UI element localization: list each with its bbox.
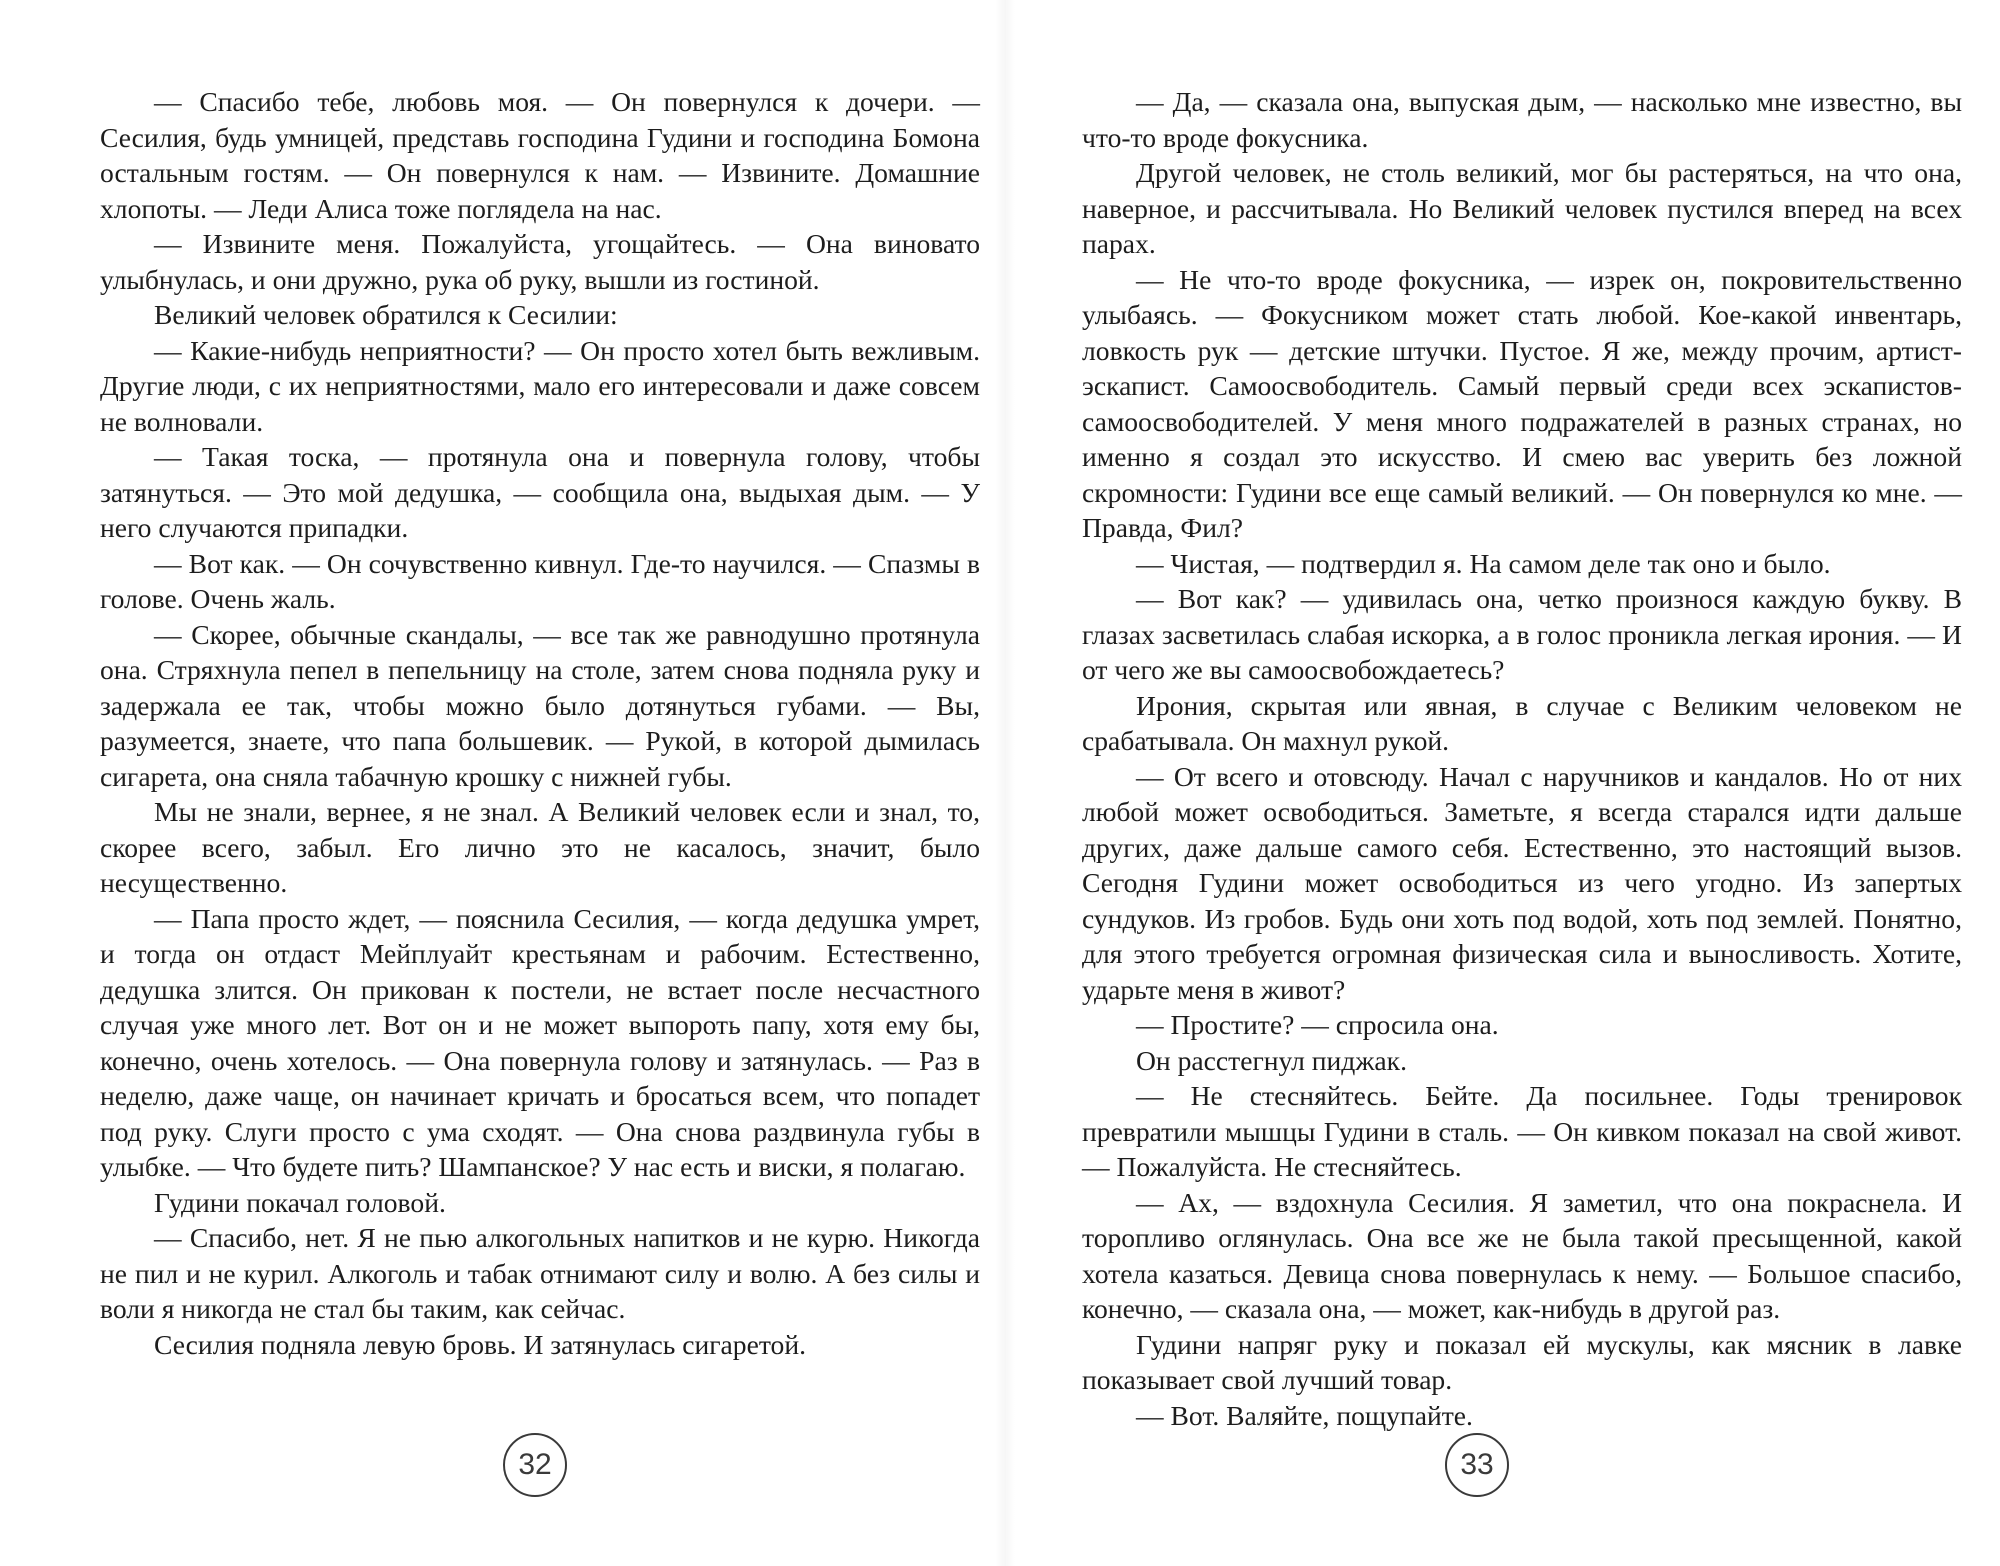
paragraph: — Спасибо, нет. Я не пью алкогольных напитков и не курю. Никогда не пил и не курил. Алкоголь и табак отнимают силу и волю. А без силы и воли я никогда не стал бы таким, как сейчас. (100, 1222, 980, 1324)
paragraph: — Спасибо тебе, любовь моя. — Он повернулся к дочери. — Сесилия, будь умницей, представь господина Гудини и господина Бомона остальным гостям. — Он повернулся к нам. — Извините. Домашние хлопоты. — Леди Алиса тоже поглядела на нас. (100, 86, 980, 224)
paragraph: — Извините меня. Пожалуйста, угощайтесь. — Она виновато улыбнулась, и они дружно, рука об руку, вышли из гостиной. (100, 228, 980, 295)
paragraph: Гудини напряг руку и показал ей мускулы, как мясник в лавке показывает свой лучший товар. (1082, 1328, 1962, 1395)
page-number-right (1445, 1433, 1509, 1497)
paragraph: Другой человек, не столь великий, мог бы растеряться, на что она, наверное, и рассчитывала. Но Великий человек пустился вперед на всех парах. (1082, 157, 1962, 259)
paragraph: — Папа просто ждет, — пояснила Сесилия, — когда дедушка умрет, и тогда он отдаст Мейплуайт крестьянам и рабочим. Естественно, дедушка злится. Он прикован к постели, не встает после несчастного случая уже много лет. Вот он и не может выпороть папу, хотя ему бы, конечно, очень хотелось. — Она повернула голову и затянулась. — Раз в неделю, даже чаще, он начинает кричать и бросаться всем, что попадет под руку. Слуги просто с ума сходят. — Она снова раздвинула губы в улыбке. — Что будете пить? Шампанское? У нас есть и виски, я полагаю. (100, 902, 980, 1182)
paragraph: — Простите? — спросила она. (1136, 1009, 1499, 1040)
paragraph: — Ах, — вздохнула Сесилия. Я заметил, что она покраснела. И торопливо оглянулась. Она все же не была такой пресыщенной, какой хотела казаться. Девица снова повернулась к нему. — Большое спасибо, конечно, — сказала она, — может, как-нибудь в другой раз. (1082, 1186, 1962, 1324)
paragraph: Сесилия подняла левую бровь. И затянулась сигаретой. (154, 1328, 806, 1360)
paragraph: — Какие-нибудь неприятности? — Он просто хотел быть вежливым. Другие люди, с их неприятностями, мало его интересовали и даже совсем не волновали. (100, 334, 980, 437)
paragraph: — Не стесняйтесь. Бейте. Да посильнее. Годы тренировок превратили мышцы Гудини в сталь. — Он кивком показал на свой живот. — Пожалуйста. Не стесняйтесь. (1082, 1080, 1962, 1182)
paragraph: — Вот как? — удивилась она, четко произнося каждую букву. В глазах засветилась слабая искорка, а в голос проникла легкая ирония. — И от чего же вы самоосвобождаетесь? (1082, 583, 1962, 685)
page-number-text: 32 (518, 1448, 552, 1481)
paragraph: Мы не знали, вернее, я не знал. А Великий человек если и знал, то, скорее всего, забыл. Его лично это не касалось, значит, было несущественно. (100, 796, 980, 898)
paragraph: — Да, — сказала она, выпуская дым, — насколько мне известно, вы что-то вроде фокусника. (1082, 86, 1962, 153)
paragraph: Великий человек обратился к Сесилии: (154, 299, 618, 330)
paragraph: Он расстегнул пиджак. (1136, 1044, 1407, 1076)
left-page-text (100, 84, 980, 1362)
paragraph: — Чистая, — подтвердил я. На самом деле так оно и было. (1136, 547, 1831, 579)
paragraph: Ирония, скрытая или явная, в случае с Великим человеком не срабатывала. Он махнул рукой. (1082, 689, 1962, 756)
paragraph: — Вот как. — Он сочувственно кивнул. Где-то научился. — Спазмы в голове. Очень жаль. (100, 547, 980, 614)
page-number-left (503, 1433, 567, 1497)
book-gutter (995, 0, 1015, 1566)
paragraph: — От всего и отовсюду. Начал с наручников и кандалов. Но от них любой может освободиться. Заметьте, я всегда старался идти дальше других, даже дальше самого себя. Естественно, это настоящий вызов. Сегодня Гудини может освободиться из чего угодно. Из запертых сундуков. Из гробов. Будь они хоть под водой, хоть под землей. Понятно, для этого требуется огромная физическая сила и выносливость. Хотите, ударьте меня в живот? (1082, 760, 1962, 1005)
right-page-text (1082, 84, 1962, 1433)
paragraph: Гудини покачал головой. (154, 1186, 446, 1218)
paragraph: — Не что-то вроде фокусника, — изрек он, покровительственно улыбаясь. — Фокусником может стать любой. Кое-какой инвентарь, ловкость рук — детские штучки. Пустое. Я же, между прочим, артист-эскапист. Самоосвободитель. Самый первый среди всех эскапистов-самоосвободителей. У меня много подражателей в разных странах, но именно я создал это искусство. И смею вас уверить без ложной скромности: Гудини все еще самый великий. — Он повернулся ко мне. — Правда, Фил? (1082, 263, 1962, 543)
paragraph: — Скорее, обычные скандалы, — все так же равнодушно протянула она. Стряхнула пепел в пепельницу на столе, затем снова подняла руку и задержала ее так, чтобы можно было дотянуться губами. — Вы, разумеется, знаете, что папа большевик. — Рукой, в которой дымилась сигарета, она сняла табачную крошку с нижней губы. (100, 618, 980, 792)
paragraph: — Вот. Валяйте, пощупайте. (1136, 1399, 1473, 1431)
paragraph: — Такая тоска, — протянула она и повернула голову, чтобы затянуться. — Это мой дедушка, — сообщила она, выдыхая дым. — У него случаются припадки. (100, 441, 980, 543)
page-number-text: 33 (1460, 1448, 1494, 1481)
